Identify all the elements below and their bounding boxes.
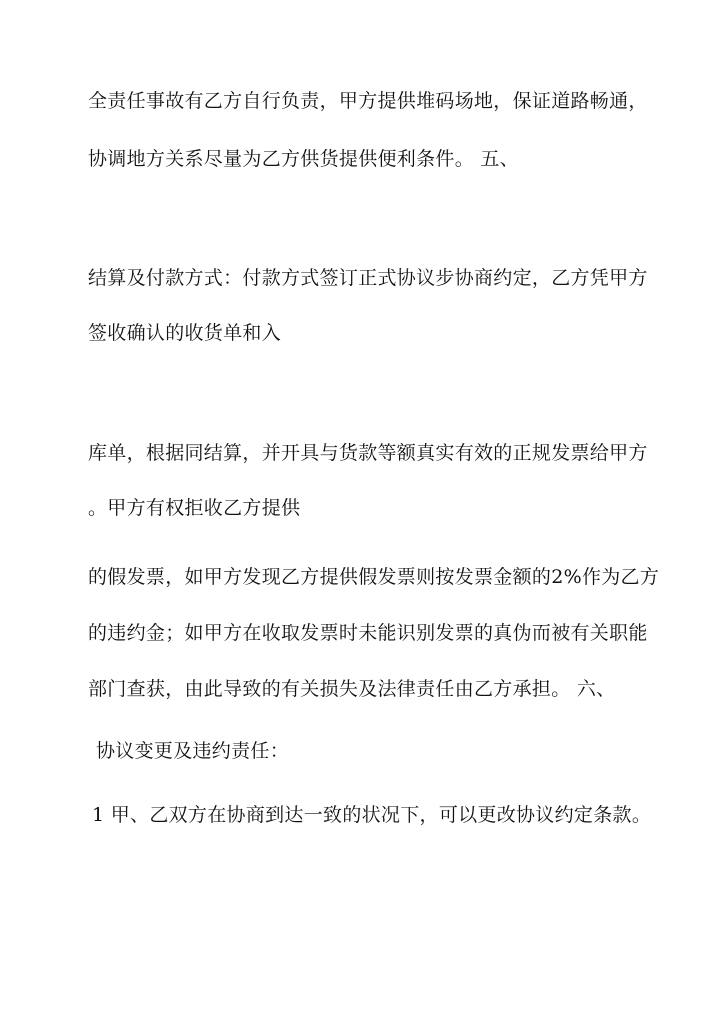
- paragraph-line: 的违约金；如甲方在收取发票时未能识别发票的真伪而被有关职能: [88, 622, 648, 644]
- paragraph-line: 库单，根据同结算，并开具与货款等额真实有效的正规发票给甲方: [88, 442, 648, 464]
- paragraph-line: 协调地方关系尽量为乙方供货提供便利条件。 五、: [88, 148, 519, 170]
- paragraph-line: 签收确认的收货单和入: [88, 322, 282, 344]
- clause-item: 1 甲、乙双方在协商到达一致的状况下，可以更改协议约定条款。: [92, 804, 652, 826]
- paragraph-line: 。甲方有权拒收乙方提供: [88, 497, 301, 519]
- section-heading: 协议变更及违约责任：: [96, 740, 290, 762]
- paragraph-line: 部门查获，由此导致的有关损失及法律责任由乙方承担。 六、: [88, 678, 616, 700]
- paragraph-line: 全责任事故有乙方自行负责，甲方提供堆码场地，保证道路畅通，: [88, 90, 648, 112]
- paragraph-line: 结算及付款方式：付款方式签订正式协议步协商约定，乙方凭甲方: [88, 267, 648, 289]
- paragraph-line: 的假发票，如甲方发现乙方提供假发票则按发票金额的2%作为乙方: [88, 566, 660, 588]
